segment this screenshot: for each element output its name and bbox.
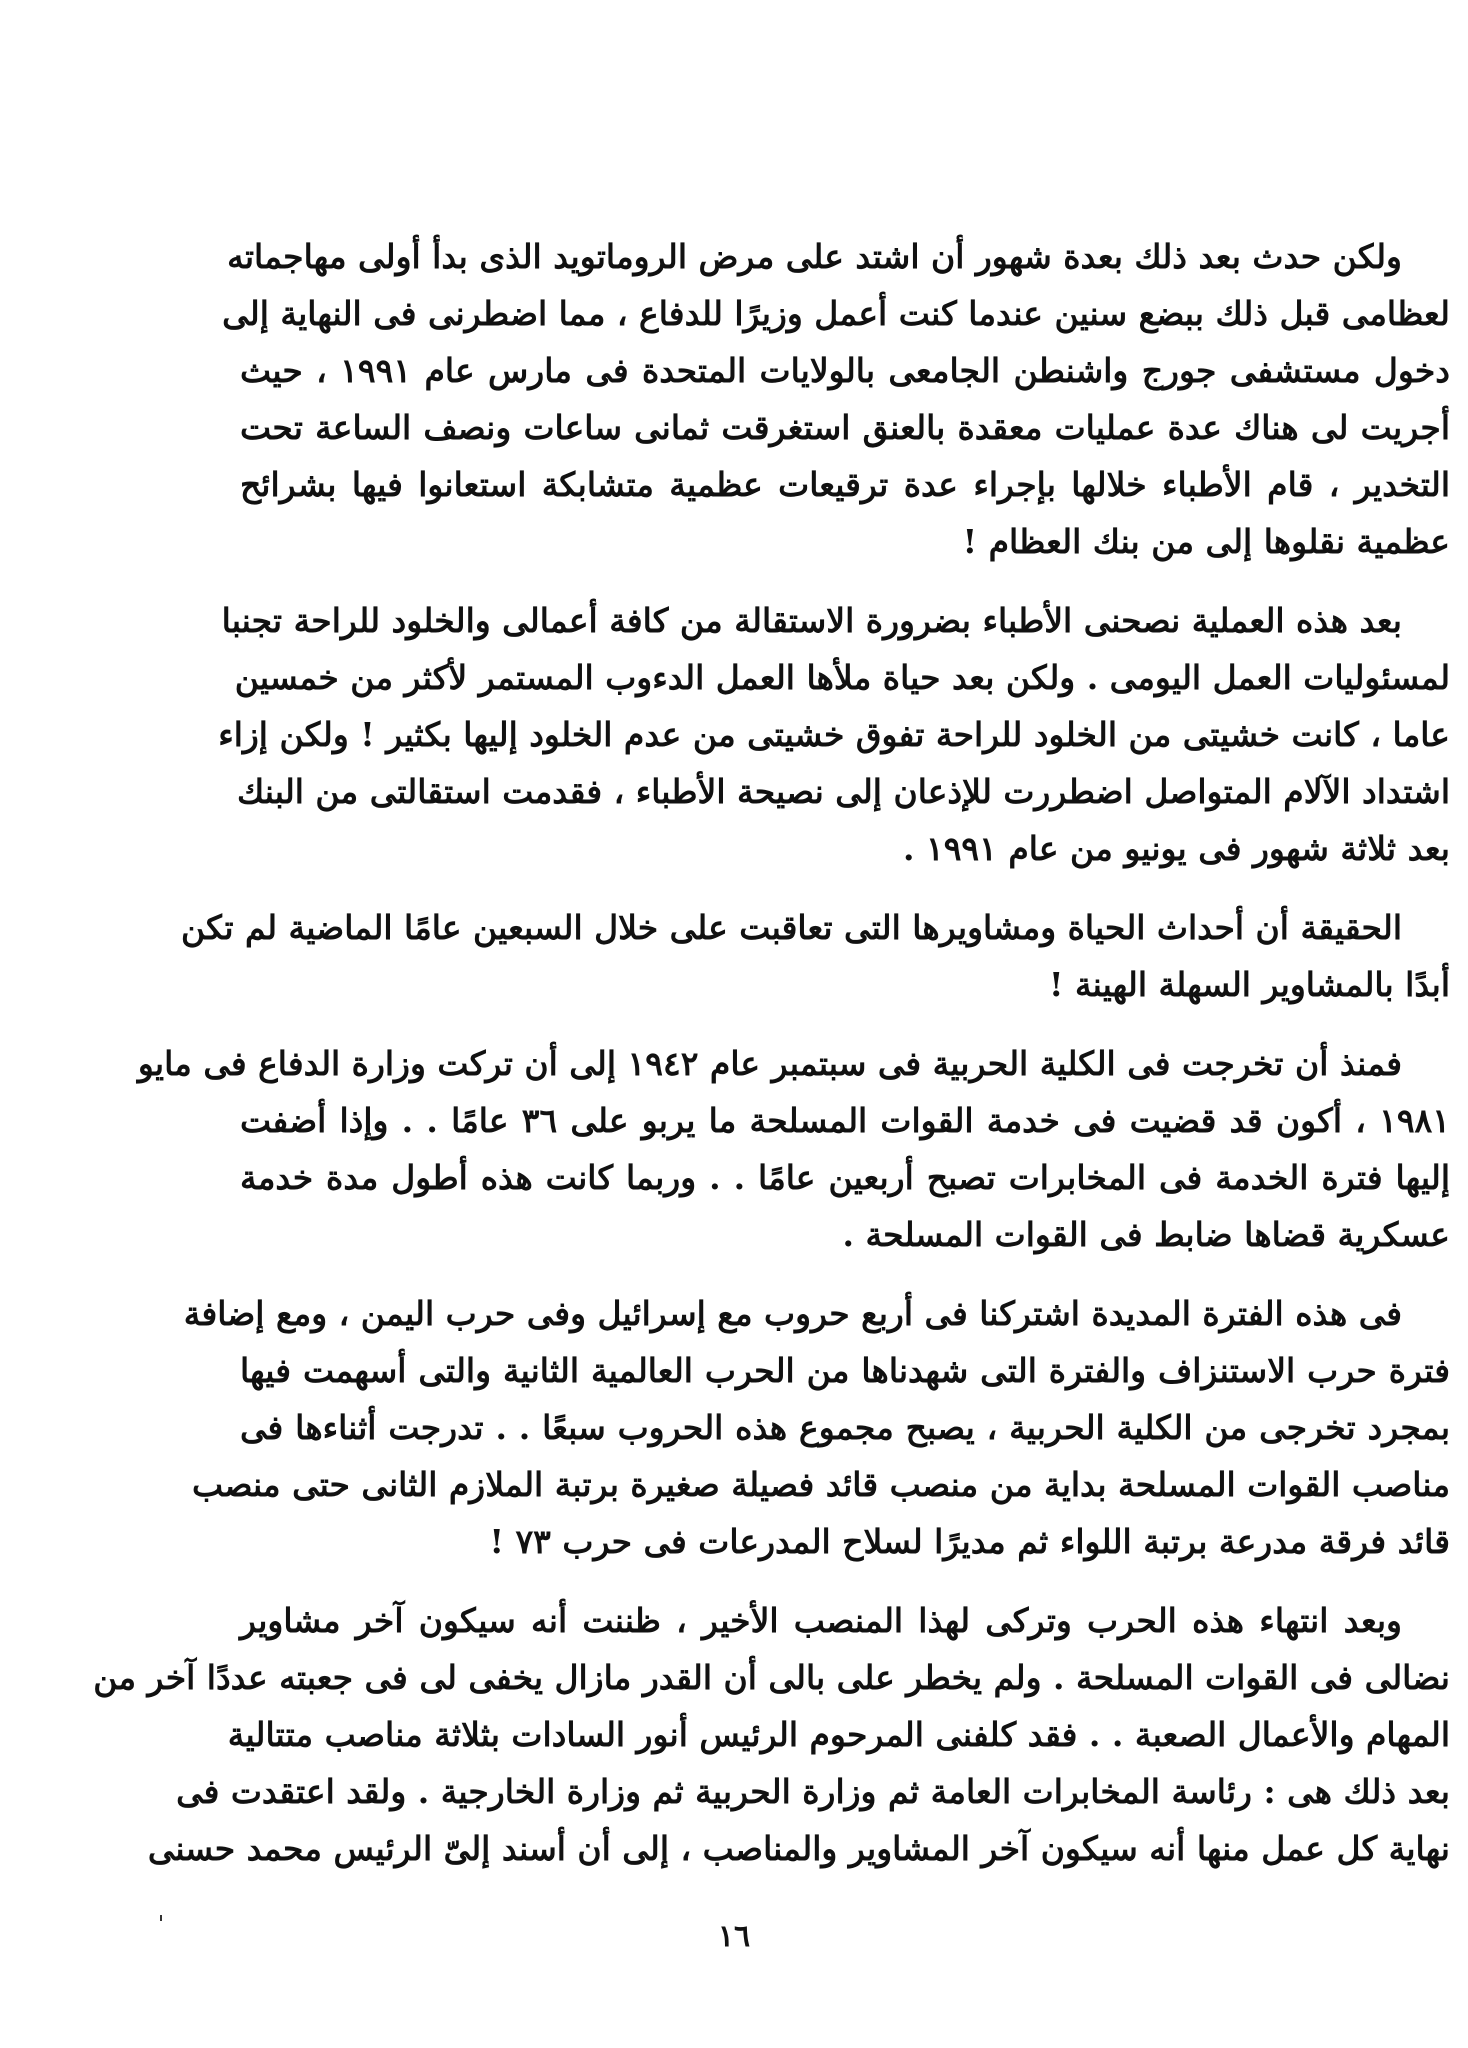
scan-speck <box>160 1915 162 1921</box>
text-line: عاما ، كانت خشيتى من الخلود للراحة تفوق خشيتى من عدم الخلود إليها بكثير ! ولكن إزاء <box>218 715 1450 754</box>
text-line: أبدًا بالمشاوير السهلة الهينة ! <box>1048 965 1450 1004</box>
text-line: نهاية كل عمل منها أنه سيكون آخر المشاوير والمناصب ، إلى أن أسند إلىّ الرئيس محمد حسنى <box>147 1829 1450 1868</box>
text-line: بعد ثلاثة شهور فى يونيو من عام ١٩٩١ . <box>902 829 1450 868</box>
text-line: أجريت لى هناك عدة عمليات معقدة بالعنق استغرقت ثمانى ساعات ونصف الساعة تحت <box>240 408 1450 447</box>
text-line: قائد فرقة مدرعة برتبة اللواء ثم مديرًا لسلاح المدرعات فى حرب ٧٣ ! <box>489 1522 1450 1561</box>
text-line: بعد هذه العملية نصحنى الأطباء بضرورة الاستقالة من كافة أعمالى والخلود للراحة تجنبا <box>221 601 1402 640</box>
text-line: بعد ذلك هى : رئاسة المخابرات العامة ثم وزارة الحربية ثم وزارة الخارجية . ولقد اعتقدت فى <box>176 1772 1450 1811</box>
body-text <box>93 228 1451 1899</box>
text-line: اشتداد الآلام المتواصل اضطررت للإذعان إلى نصيحة الأطباء ، فقدمت استقالتى من البنك <box>236 772 1450 811</box>
paragraph <box>218 592 1450 877</box>
page-number: ١٦ <box>717 1919 751 1954</box>
paragraph <box>183 1285 1450 1570</box>
text-line: الحقيقة أن أحداث الحياة ومشاويرها التى تعاقبت على خلال السبعين عامًا الماضية لم تكن <box>181 908 1402 947</box>
text-line: لعظامى قبل ذلك ببضع سنين عندما كنت أعمل وزيرًا للدفاع ، مما اضطرنى فى النهاية إلى <box>222 294 1450 333</box>
paragraph <box>137 1035 1451 1263</box>
text-line: فى هذه الفترة المديدة اشتركنا فى أربع حروب مع إسرائيل وفى حرب اليمن ، ومع إضافة <box>183 1294 1402 1333</box>
text-line: مناصب القوات المسلحة بداية من منصب قائد فصيلة صغيرة برتبة الملازم الثانى حتى منصب <box>191 1465 1450 1504</box>
text-line: لمسئوليات العمل اليومى . ولكن بعد حياة ملأها العمل الدءوب المستمر لأكثر من خمسين <box>234 658 1450 697</box>
text-line: ولكن حدث بعد ذلك بعدة شهور أن اشتد على مرض الروماتويد الذى بدأ أولى مهاجماته <box>227 237 1402 276</box>
text-line: دخول مستشفى جورج واشنطن الجامعى بالولايات المتحدة فى مارس عام ١٩٩١ ، حيث <box>240 351 1450 390</box>
text-line: فترة حرب الاستنزاف والفترة التى شهدناها من الحرب العالمية الثانية والتى أسهمت فيها <box>240 1351 1450 1390</box>
text-line: فمنذ أن تخرجت فى الكلية الحربية فى سبتمبر عام ١٩٤٢ إلى أن تركت وزارة الدفاع فى مايو <box>137 1044 1402 1083</box>
text-line: بمجرد تخرجى من الكلية الحربية ، يصبح مجموع هذه الحروب سبعًا . . تدرجت أثناءها فى <box>240 1408 1450 1447</box>
text-line: وبعد انتهاء هذه الحرب وتركى لهذا المنصب الأخير ، ظننت أنه سيكون آخر مشاوير <box>240 1601 1402 1640</box>
text-line: عسكرية قضاها ضابط فى القوات المسلحة . <box>842 1215 1450 1254</box>
text-line: التخدير ، قام الأطباء خلالها بإجراء عدة ترقيعات عظمية متشابكة استعانوا فيها بشرائح <box>240 465 1450 504</box>
paragraph <box>181 899 1450 1013</box>
text-line: إليها فترة الخدمة فى المخابرات تصبح أربعين عامًا . . وربما كانت هذه أطول مدة خدمة <box>240 1158 1450 1197</box>
paragraph <box>222 228 1450 570</box>
text-line: المهام والأعمال الصعبة . . فقد كلفنى المرحوم الرئيس أنور السادات بثلاثة مناصب متتالية <box>227 1715 1450 1754</box>
text-line: عظمية نقلوها إلى من بنك العظام ! <box>962 522 1450 561</box>
paragraph <box>93 1592 1450 1877</box>
text-line: ١٩٨١ ، أكون قد قضيت فى خدمة القوات المسلحة ما يربو على ٣٦ عامًا . . وإذا أضفت <box>240 1101 1451 1140</box>
text-line: نضالى فى القوات المسلحة . ولم يخطر على بالى أن القدر مازال يخفى لى فى جعبته عددًا آخر من <box>93 1658 1450 1697</box>
